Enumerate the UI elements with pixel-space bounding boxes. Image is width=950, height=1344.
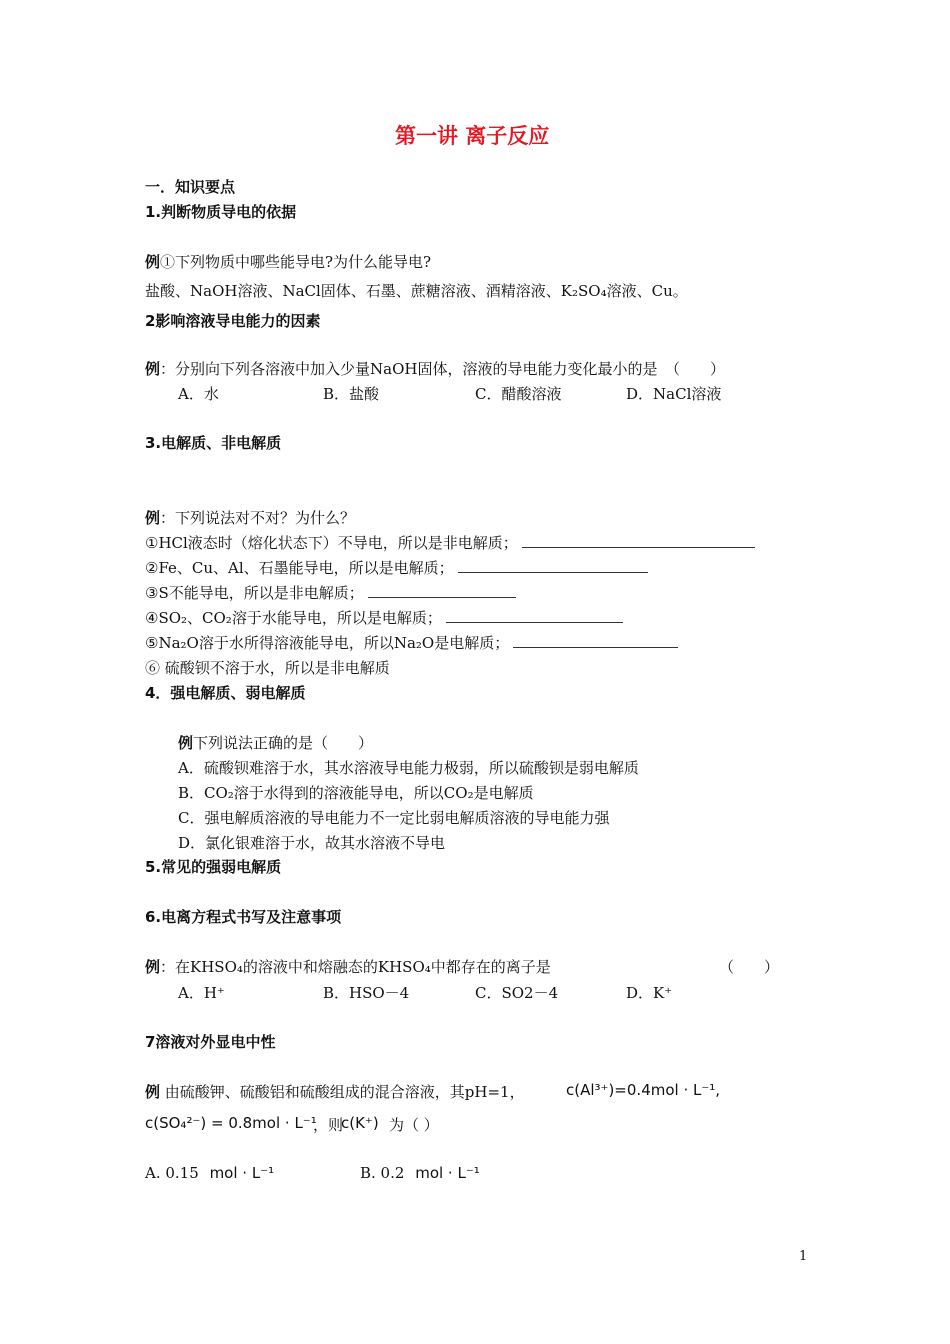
formula-k: c(K⁺) <box>341 1114 379 1132</box>
formula-al: c(Al³⁺)=0.4mol · L⁻¹, <box>566 1081 721 1099</box>
example-7-option-a: A. 0.15 mol · L⁻¹ <box>145 1164 275 1182</box>
heading-1: 1.判断物质导电的依据 <box>145 203 297 221</box>
example-1 <box>145 252 431 272</box>
example-3-item: ②Fe、Cu、Al、石墨能导电，所以是电解质； <box>145 558 648 578</box>
answer-blank[interactable] <box>446 608 623 623</box>
answer-blank[interactable] <box>458 558 648 573</box>
example-6-option-a: A．H⁺ <box>178 984 225 1002</box>
example-6-question: ：在KHSO₄的溶液中和熔融态的KHSO₄中都存在的离子是 <box>160 958 551 976</box>
example-2-option-d: D．NaCl溶液 <box>626 385 722 403</box>
example-4-option-a: A．硫酸钡难溶于水，其水溶液导电能力极弱，所以硫酸钡是弱电解质 <box>178 759 639 777</box>
example-3-item: ⑥ 硫酸钡不溶于水，所以是非电解质 <box>145 659 390 677</box>
example-6-option-d: D．K⁺ <box>626 984 673 1002</box>
example-label: 例 <box>178 734 194 752</box>
example-7-question: 由硫酸钾、硫酸铝和硫酸组成的混合溶液，其pH=1， <box>160 1083 525 1101</box>
example-1-list: 盐酸、NaOH溶液、NaCl固体、石墨、蔗糖溶液、酒精溶液、K₂SO₄溶液、Cu。 <box>145 282 688 300</box>
example-3-item: ③S不能导电，所以是非电解质； <box>145 583 516 603</box>
example-2 <box>145 359 725 379</box>
answer-paren: （ ） <box>719 958 780 976</box>
page-number: 1 <box>799 1249 808 1264</box>
example-2-question: ：分别向下列各溶液中加入少量NaOH固体，溶液的导电能力变化最小的是 （ ） <box>160 360 725 378</box>
heading-3: 3.电解质、非电解质 <box>145 434 282 452</box>
answer-blank[interactable] <box>368 583 516 598</box>
example-3-item: ⑤Na₂O溶于水所得溶液能导电，所以Na₂O是电解质； <box>145 633 678 653</box>
example-4 <box>178 733 373 753</box>
example-2-option-c: C．醋酸溶液 <box>475 385 562 403</box>
example-2-option-a: A．水 <box>178 385 219 403</box>
example-7-option-b: B. 0.2 mol · L⁻¹ <box>360 1164 480 1182</box>
example-4-question: 下列说法正确的是（ ） <box>193 734 374 752</box>
heading-2: 2影响溶液导电能力的因素 <box>145 312 321 330</box>
heading-4: 4．强电解质、弱电解质 <box>145 684 306 702</box>
example-6-option-c: C．SO2－4 <box>475 984 559 1002</box>
example-3-question: ：下列说法对不对？为什么？ <box>160 509 356 527</box>
example-3-item: ④SO₂、CO₂溶于水能导电，所以是电解质； <box>145 608 623 628</box>
example-label: 例 <box>145 958 161 976</box>
example-4-option-b: B．CO₂溶于水得到的溶液能导电，所以CO₂是电解质 <box>178 784 534 802</box>
example-7-then: ，则 <box>313 1116 344 1134</box>
example-label: 例 <box>145 360 161 378</box>
example-label: 例 <box>145 1083 161 1101</box>
example-label: 例 <box>145 253 161 271</box>
example-1-question: ①下列物质中哪些能导电?为什么能导电? <box>160 253 432 271</box>
example-3 <box>145 508 355 528</box>
heading-7: 7溶液对外显电中性 <box>145 1033 276 1051</box>
example-3-item: ①HCl液态时（熔化状态下）不导电，所以是非电解质； <box>145 533 755 553</box>
example-6-option-b: B．HSO－4 <box>323 984 410 1002</box>
example-6 <box>145 957 551 977</box>
example-7 <box>145 1082 525 1102</box>
page-title: 第一讲 离子反应 <box>395 124 550 148</box>
answer-blank[interactable] <box>522 533 755 548</box>
heading-5: 5.常见的强弱电解质 <box>145 858 282 876</box>
heading-6: 6.电离方程式书写及注意事项 <box>145 908 342 926</box>
formula-so4: c(SO₄²⁻) = 0.8mol · L⁻¹ <box>145 1114 317 1132</box>
example-label: 例 <box>145 509 161 527</box>
section-heading: 一．知识要点 <box>145 178 236 196</box>
example-2-option-b: B．盐酸 <box>323 385 380 403</box>
answer-blank[interactable] <box>513 633 678 648</box>
example-4-option-d: D．氯化银难溶于水，故其水溶液不导电 <box>178 834 446 852</box>
example-7-end: 为（ ） <box>389 1116 439 1134</box>
example-4-option-c: C．强电解质溶液的导电能力不一定比弱电解质溶液的导电能力强 <box>178 809 610 827</box>
